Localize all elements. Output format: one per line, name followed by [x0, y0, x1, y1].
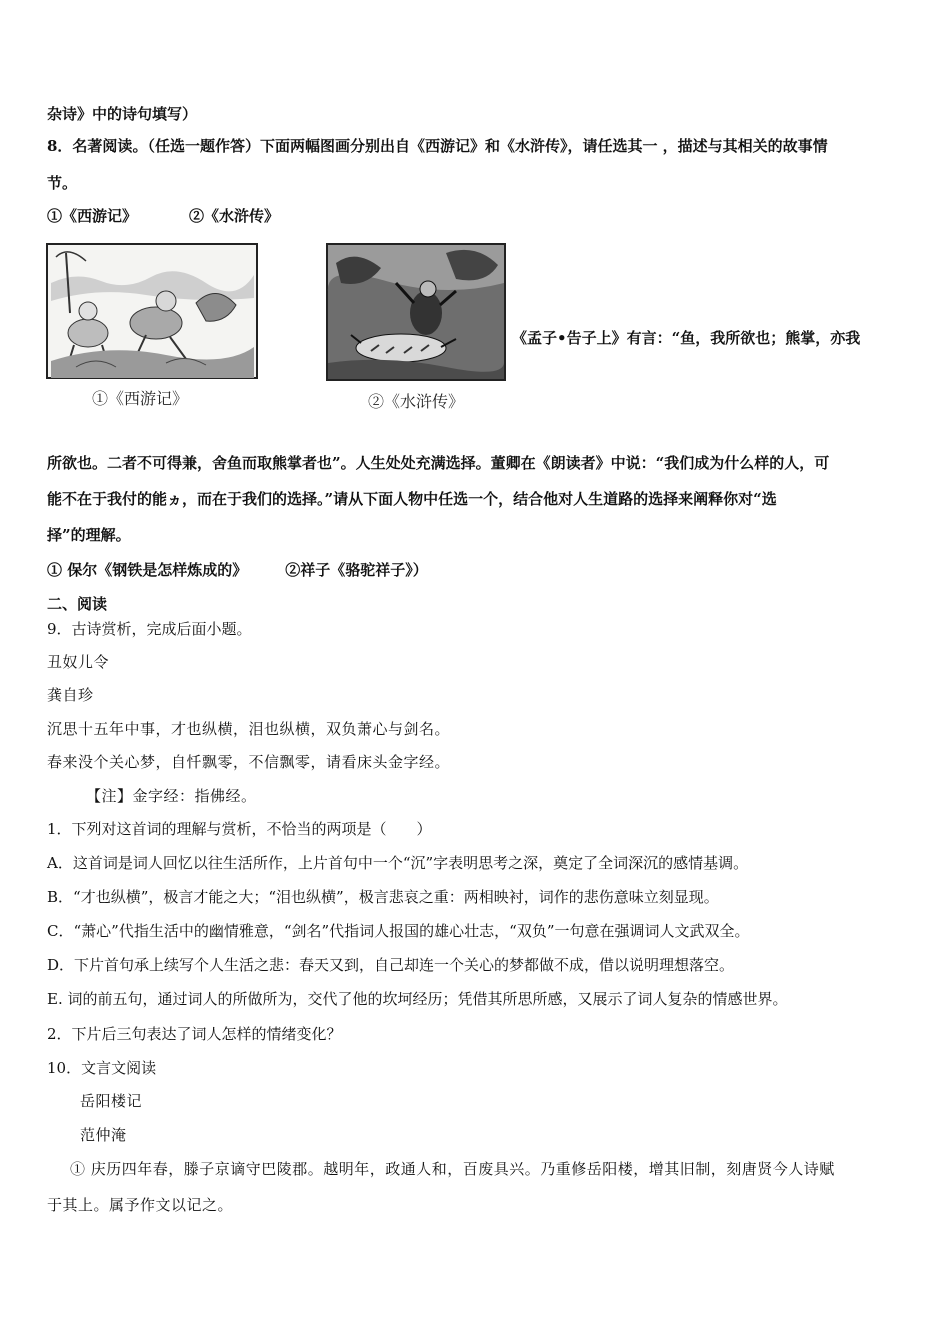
choice-xiangzi: ②祥子《骆驼祥子》） — [285, 561, 428, 579]
xiyouji-illustration — [46, 243, 258, 379]
option-b: B．“才也纵横”，极言才能之大；“泪也纵横”，极言悲哀之重：两相映衬，词作的悲伤意味立刻显现。 — [47, 888, 719, 906]
option-e: E. 词的前五句，通过词人的所做所为，交代了他的坎坷经历；凭借其所思所感，又展示了词人复杂的情感世界。 — [47, 990, 788, 1008]
figure-caption: ②《水浒传》 — [368, 392, 465, 411]
essay-paragraph: 于其上。属予作文以记之。 — [47, 1196, 234, 1214]
poem-line: 春来没个关心梦，自忏飘零，不信飘零，请看床头金字经。 — [47, 753, 451, 771]
essay-title: 岳阳楼记 — [80, 1092, 143, 1110]
poem-author: 龚自珍 — [47, 686, 94, 704]
shuihuzhuan-illustration — [326, 243, 506, 381]
essay-author: 范仲淹 — [80, 1126, 127, 1144]
text-line: 能不在于我付的能ヵ，而在于我们的选择。”请从下面人物中任选一个，结合他对人生道路的选择来阐释你对“选 — [47, 490, 777, 508]
figure-caption: ①《西游记》 — [92, 389, 189, 408]
option-shuihuzhuan: ②《水浒传》 — [189, 207, 280, 225]
question-8: 8．名著阅读。（任选一题作答）下面两幅图画分别出自《西游记》和《水浒传》，请任选其一 ，描述与其相关的故事情 — [47, 137, 828, 155]
choice-paul: ① 保尔《钢铁是怎样炼成的》 — [47, 561, 248, 579]
option-xiyouji: ①《西游记》 — [47, 207, 138, 225]
text-line: 节。 — [47, 174, 78, 192]
text-line: 《孟子•告子上》有言：“鱼，我所欲也；熊掌，亦我 — [512, 329, 861, 347]
poem-line: 沉思十五年中事，才也纵横，泪也纵横，双负萧心与剑名。 — [47, 720, 451, 738]
option-c: C．“萧心”代指生活中的幽情雅意，“剑名”代指词人报国的雄心壮志，“双负”一句意在强调词人文武双全。 — [47, 922, 750, 940]
question-10: 10．文言文阅读 — [47, 1059, 157, 1077]
subquestion-2: 2．下片后三句表达了词人怎样的情绪变化？ — [47, 1025, 342, 1043]
text-line: 杂诗》中的诗句填写） — [47, 105, 198, 123]
option-a: A．这首词是词人回忆以往生活所作，上片首句中一个“沉”字表明思考之深，奠定了全词深沉的感情基调。 — [47, 854, 749, 872]
text-line: 所欲也。二者不可得兼，舍鱼而取熊掌者也”。人生处处充满选择。董卿在《朗读者》中说：“我们成为什么样的人，可 — [47, 454, 830, 472]
question-9: 9．古诗赏析，完成后面小题。 — [47, 620, 252, 638]
note: 【注】金字经：指佛经。 — [86, 787, 257, 805]
option-d: D．下片首句承上续写个人生活之悲：春天又到，自己却连一个关心的梦都做不成，借以说明理想落空。 — [47, 956, 735, 974]
essay-paragraph: ① 庆历四年春，滕子京谪守巴陵郡。越明年，政通人和，百废具兴。乃重修岳阳楼，增其旧制，刻唐贤今人诗赋 — [70, 1160, 835, 1178]
option-labels — [47, 206, 279, 226]
section-heading: 二、阅读 — [47, 595, 108, 613]
choice-line — [47, 560, 428, 580]
text-line: 择”的理解。 — [47, 526, 131, 544]
subquestion-1: 1．下列对这首词的理解与赏析，不恰当的两项是（ ） — [47, 820, 432, 838]
poem-title: 丑奴儿令 — [47, 653, 110, 671]
